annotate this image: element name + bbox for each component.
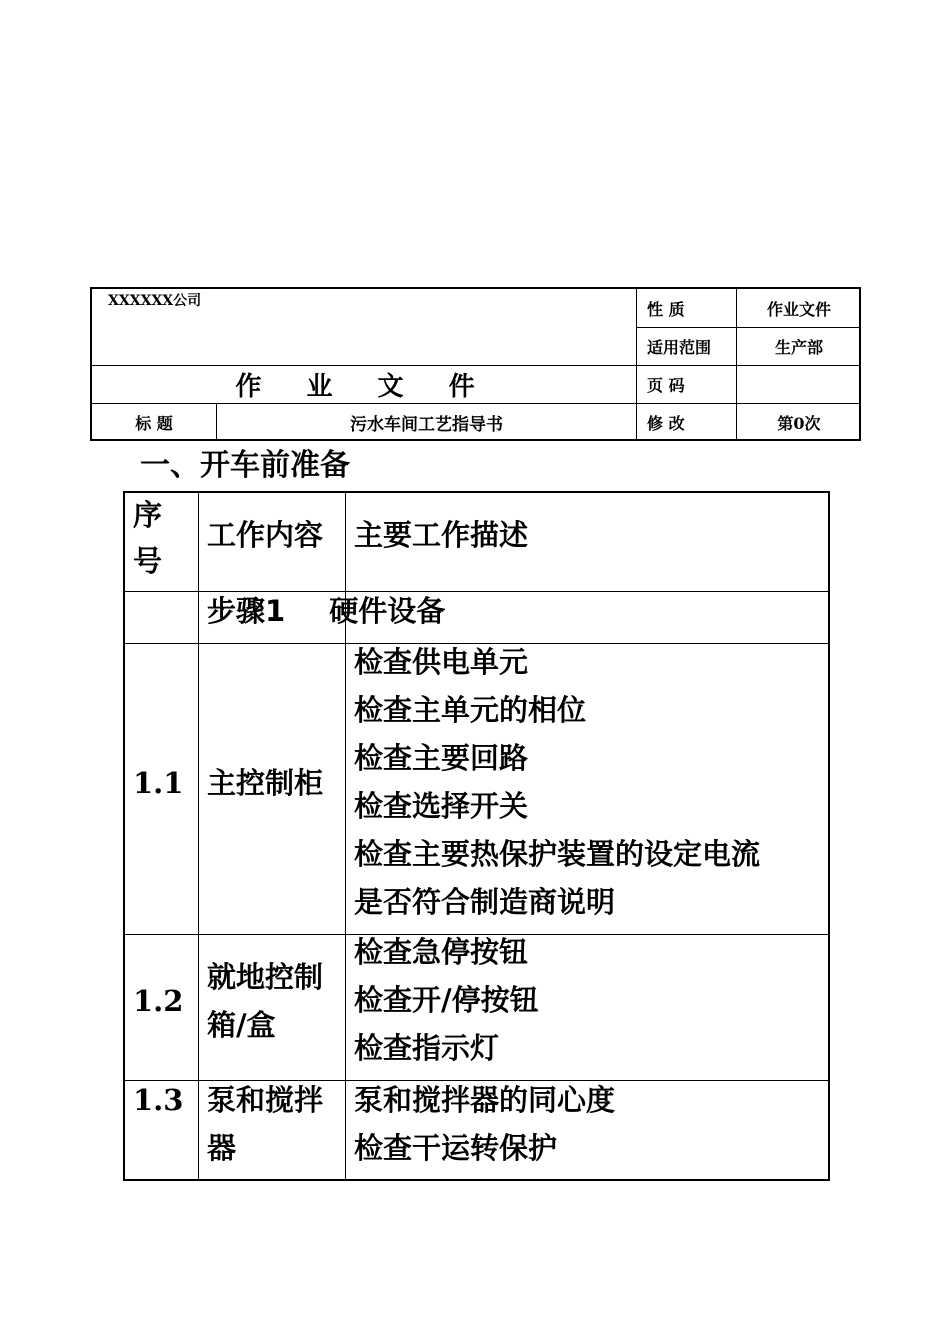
row-1-1-number: 1.1 (133, 766, 184, 800)
row-1-3-desc-line: 检查干运转保护 (354, 1131, 558, 1165)
page-value (737, 366, 861, 403)
work-table (123, 491, 830, 1181)
row-1-2-content: 就地控制箱/盒 (207, 960, 324, 1042)
scope-label: 适用范围 (647, 338, 712, 357)
row-1-3-number: 1.3 (133, 1083, 184, 1117)
row-1-1-desc-line: 检查供电单元 (354, 645, 529, 679)
nature-label: 性 质 (647, 299, 685, 319)
step-label (207, 587, 445, 635)
row-1-1-desc (354, 638, 760, 926)
title-label: 标 题 (135, 414, 173, 433)
row-1-1-desc-line: 检查主要回路 (354, 741, 529, 775)
page-label: 页 码 (647, 376, 685, 395)
row-1-2-number: 1.2 (133, 984, 184, 1018)
row-1-1-content: 主控制柜 (207, 766, 324, 800)
section-heading: 一、开车前准备 (140, 448, 350, 483)
row-1-2-desc (354, 928, 539, 1072)
nature-value: 作业文件 (766, 299, 831, 319)
row-1-3-content: 泵和搅拌器 (207, 1083, 324, 1165)
step-title: 硬件设备 (329, 594, 446, 628)
col-header-content: 工作内容 (207, 518, 324, 552)
row-1-3-desc-line: 泵和搅拌器的同心度 (354, 1083, 616, 1117)
scope-value: 生产部 (774, 338, 823, 357)
document-header-table (90, 287, 861, 441)
step-number: 步骤1 (207, 594, 286, 628)
company-name: XXXXXX公司 (108, 293, 202, 309)
row-1-1-desc-line: 检查选择开关 (354, 789, 529, 823)
revision-label: 修 改 (647, 414, 685, 433)
revision-value: 第0次 (777, 414, 821, 433)
col-header-desc: 主要工作描述 (354, 518, 529, 552)
row-1-1-desc-line: 是否符合制造商说明 (354, 885, 616, 919)
title-value: 污水车间工艺指导书 (350, 415, 503, 435)
row-1-3-desc (354, 1076, 615, 1172)
row-1-1-desc-line: 检查主单元的相位 (354, 693, 587, 727)
row-1-1-desc-line: 检查主要热保护装置的设定电流 (354, 837, 761, 871)
row-1-2-desc-line: 检查指示灯 (354, 1031, 500, 1065)
col-divider-1 (198, 493, 199, 1179)
document-type-title: 作 业 文 件 (235, 372, 493, 402)
row-1-2-desc-line: 检查急停按钮 (354, 935, 529, 969)
row-1-2-desc-line: 检查开/停按钮 (354, 983, 539, 1017)
col-header-no: 序号 (133, 498, 163, 578)
